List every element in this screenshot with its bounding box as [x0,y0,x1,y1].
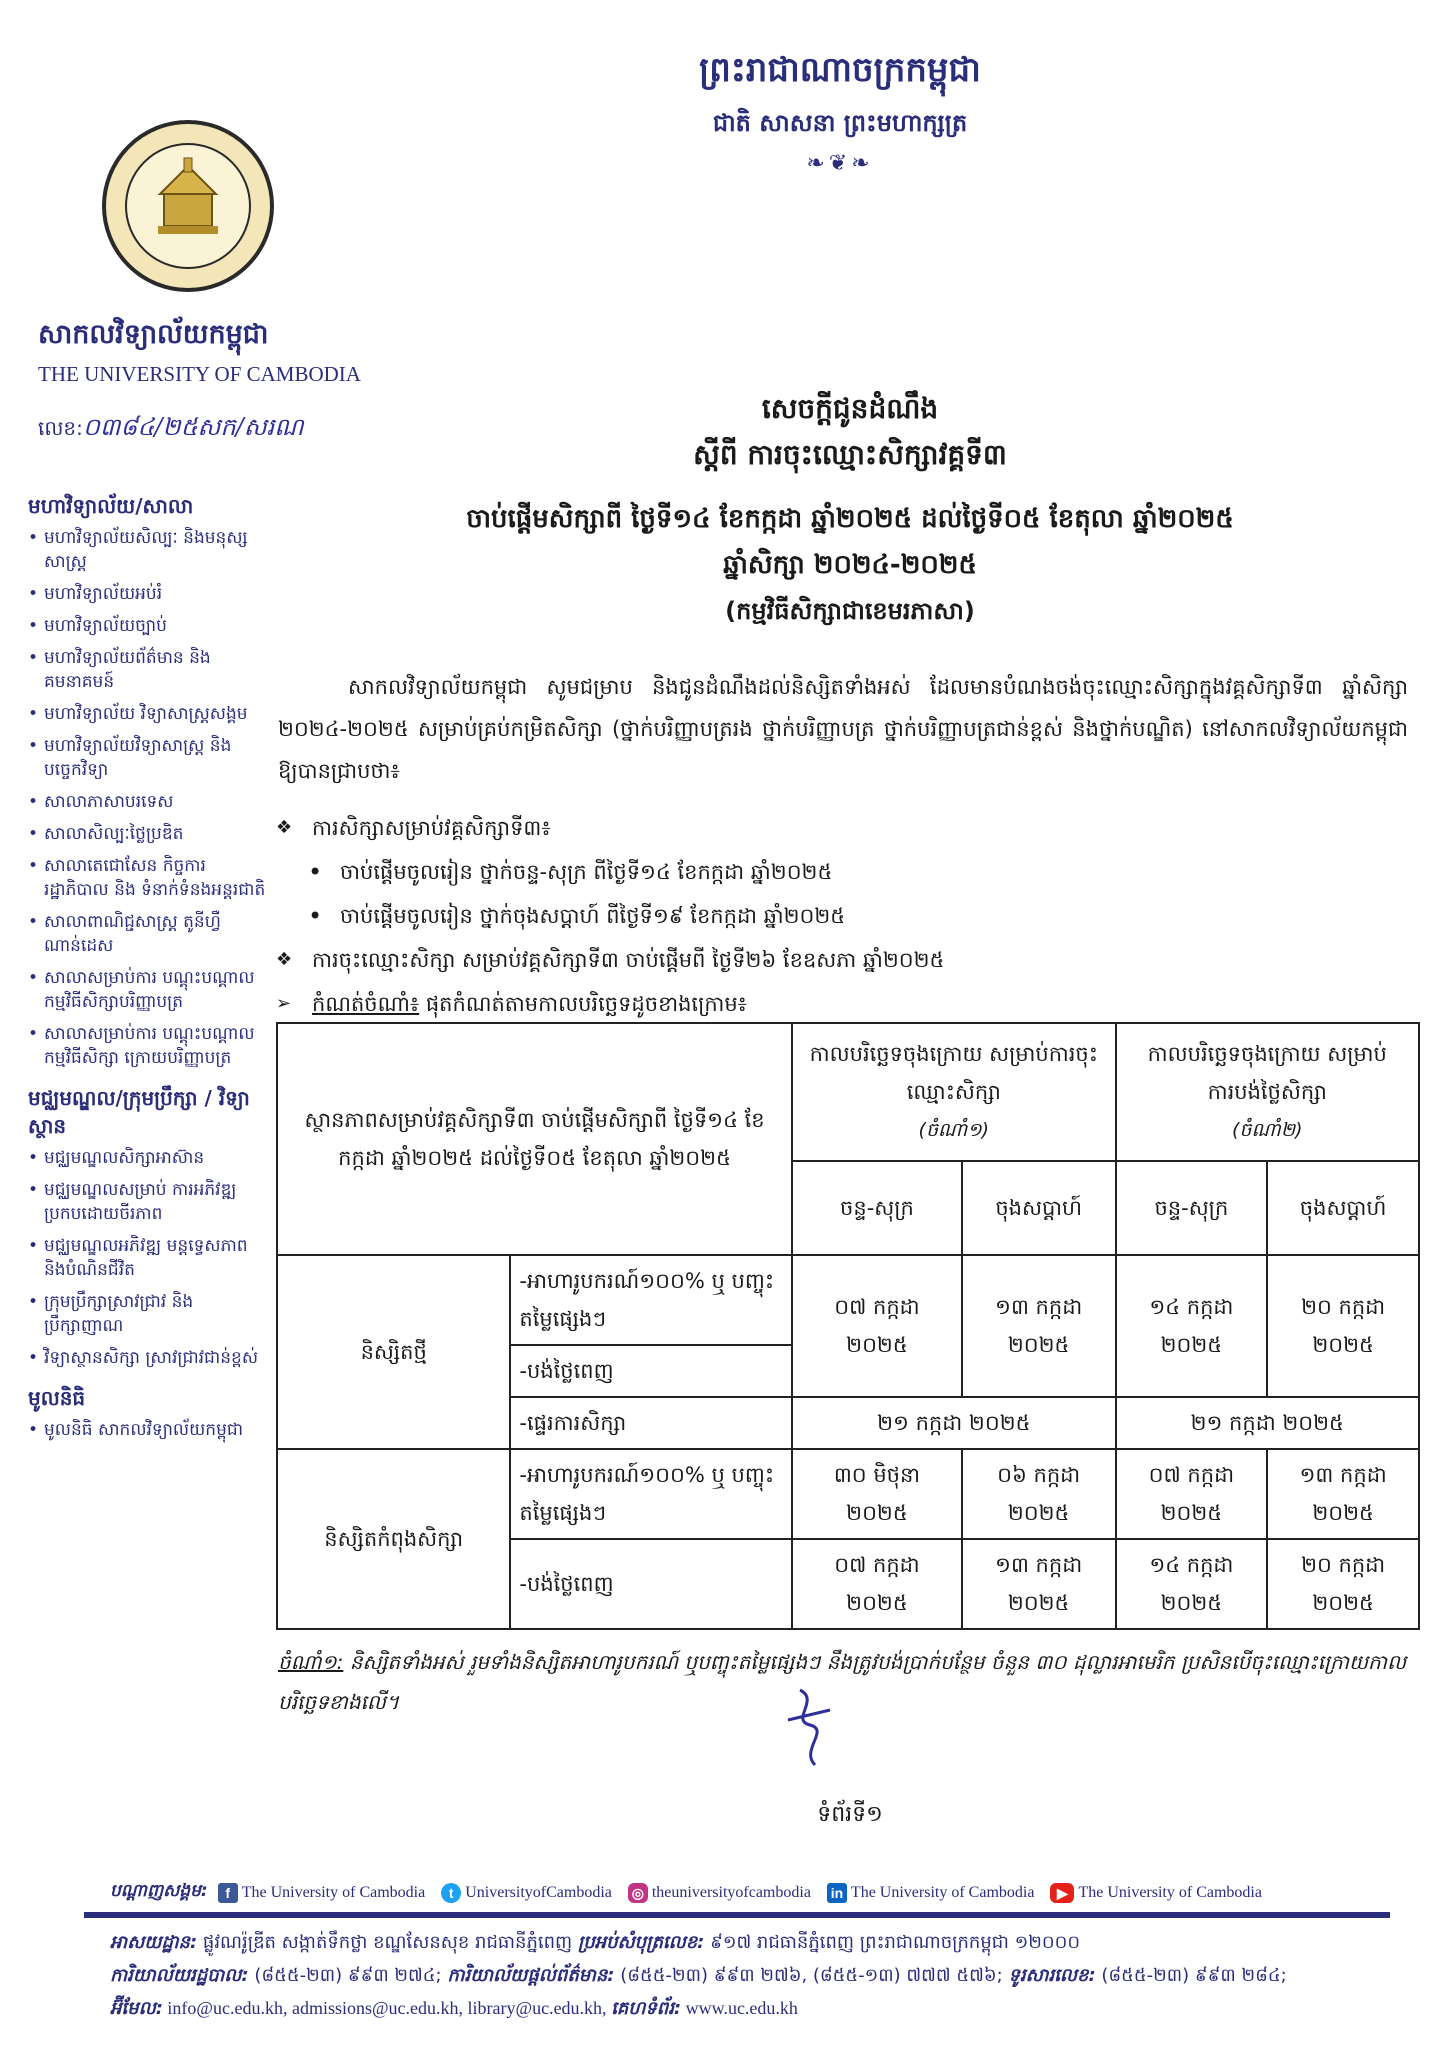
twitter-text: UniversityofCambodia [465,1883,612,1901]
sidebar-heading-centers: មជ្ឈមណ្ឌល/ក្រុមប្រឹក្សា / វិទ្យាស្ថាន [28,1086,250,1138]
sidebar-list-foundation [28,1418,266,1442]
university-name-english: THE UNIVERSITY OF CAMBODIA [38,362,361,386]
announcement-period: ចាប់ផ្តើមសិក្សាពី ថ្ងៃទី១៤ ខែកក្កដា ឆ្នាំ២០២៥ ដល់ថ្ងៃទី០៥ ខែតុលា ឆ្នាំ២០២៥ [466,504,1234,534]
sidebar-item: • មហាវិទ្យាល័យព័ត៌មាន និងគមនាគមន៍ [28,646,266,694]
address-text: ផ្លូវណរ៉ូឌ្រីត សង្កាត់ទឹកថ្លា ខណ្ឌសែនសុខ រាជធានីភ្នំពេញ [197,1932,578,1953]
reference-number [38,412,304,447]
social-label: បណ្តាញសង្គម: [110,1881,208,1901]
table-cell: ២១ កក្កដា ២០២៥ [1116,1397,1420,1449]
announcement-title: សេចក្តីជូនដំណឹង [761,392,939,425]
point-text: ការសិក្សាសម្រាប់វគ្គសិក្សាទី៣៖ [312,816,551,840]
sidebar-item: • សាលាសម្រាប់ការ បណ្តុះបណ្តាលកម្មវិធីសិក្សា ក្រោយបរិញ្ញាបត្រ [28,1022,266,1070]
info-label: ការិយាល័យផ្តល់ព័ត៌មាន: [447,1965,615,1986]
kingdom-motto: ជាតិ សាសនា ព្រះមហាក្សត្រ [712,108,968,137]
email-label: អ៊ីមែល: [110,1998,163,2019]
point-deadline [276,982,1416,1026]
sub-point-weekend [276,894,1416,938]
sub-point-text: ចាប់ផ្តើមចូលរៀន ថ្នាក់ចន្ទ-សុក្រ ពីថ្ងៃទី១៤ ខែកក្កដា ឆ្នាំ២០២៥ [340,860,833,884]
point-registration [276,938,1416,982]
header-text: កាលបរិច្ឆេទចុងក្រោយ សម្រាប់ការបង់ថ្លៃសិក្សា [1147,1042,1387,1104]
youtube-link[interactable] [1050,1883,1262,1903]
sidebar-item: • មហាវិទ្យាល័យអប់រំ [28,582,266,606]
kingdom-header [560,48,1120,176]
youtube-text: The University of Cambodia [1078,1883,1262,1901]
admin-label: ការិយាល័យរដ្ឋបាល: [110,1965,249,1986]
row-label-scholarship: -អាហារូបករណ៍១០០% ឬ បញ្ចុះតម្លៃផ្សេងៗ [510,1449,792,1539]
phone-line [110,1959,1410,1992]
intro-paragraph: សាកលវិទ្យាល័យកម្ពុជា សូមជម្រាប និងជូនដំណឹងដល់និស្សិតទាំងអស់ ដែលមានបំណងចង់ចុះឈ្មោះសិក្សាក្នុងវគ្គសិក្សាទី៣ ឆ្នាំសិក្សា ២០២៤-២០២៥ សម្រាប់គ្រប់កម្រិតសិក្សា (ថ្នាក់បរិញ្ញាបត្ររង ថ្នាក់បរិញ្ញាបត្រ ថ្នាក់បរិញ្ញាបត្រជាន់ខ្ពស់ និងថ្នាក់បណ្ឌិត) នៅសាកលវិទ្យាល័យកម្ពុជា ឱ្យបានជ្រាបថា៖ [278,675,1408,783]
sidebar-item: • សាលាពាណិជ្ជសាស្ត្រ តូនីហ្វឺណាន់ដេស [28,910,266,958]
table-cell: ១៤ កក្កដា ២០២៥ [1116,1255,1268,1397]
page-number: ទំព័រទី១ [817,1802,883,1827]
table-cell: ២១ កក្កដា ២០២៥ [792,1397,1115,1449]
header-note: (ចំណាំ១) [918,1119,990,1141]
instagram-link[interactable] [628,1883,811,1903]
sidebar-item: • មជ្ឈមណ្ឌលសិក្សាអាស៊ាន [28,1146,266,1170]
instagram-text: theuniversityofcambodia [651,1883,811,1901]
table-cell: ២០ កក្កដា ២០២៥ [1267,1255,1419,1397]
col-weekday: ចន្ទ-សុក្រ [1116,1161,1268,1255]
deadline-table [276,1022,1420,1630]
row-group-new-students: និស្សិតថ្មី [277,1255,510,1449]
linkedin-link[interactable] [827,1883,1035,1903]
facebook-icon: f [218,1883,238,1903]
col-weekend: ចុងសប្តាហ៍ [1267,1161,1419,1255]
table-cell: ០៧ កក្កដា ២០២៥ [792,1255,962,1397]
diamond-bullet-icon: ❖ [276,949,293,970]
pobox-text: ៩១៧ រាជធានីភ្នំពេញ ព្រះរាជាណាចក្រកម្ពុជា ១២០០០ [704,1932,1081,1953]
address-line [110,1926,1410,1959]
website-link[interactable]: www.uc.edu.kh [681,1998,798,2018]
footer-divider [84,1912,1390,1918]
facebook-text: The University of Cambodia [241,1883,426,1901]
kingdom-title: ព្រះរាជាណាចក្រកម្ពុជា [699,50,981,90]
ornament-divider: ❧❦❧ [806,151,874,176]
bullet-icon: • [308,902,323,930]
sidebar-item: • មហាវិទ្យាល័យសិល្បៈ និងមនុស្សសាស្ត្រ [28,526,266,574]
sidebar [28,478,266,1450]
email-addresses[interactable]: info@uc.edu.kh, admissions@uc.edu.kh, library@uc.edu.kh, [162,1998,612,2018]
facebook-link[interactable] [218,1883,426,1903]
sidebar-item: • មជ្ឈមណ្ឌលអភិវឌ្ឍ មន្តទ្វេសភាព និងបំណិនជីវិត [28,1234,266,1282]
sidebar-heading-foundation: មូលនិធិ [28,1386,86,1410]
sidebar-item: • សាលាភាសាបរទេស [28,790,266,814]
table-cell: ០៧ កក្កដា ២០២៥ [1116,1449,1268,1539]
fax-label: ទូរសារលេខ: [1008,1965,1096,1986]
row-label-full-pay: -បង់ថ្លៃពេញ [510,1539,792,1629]
linkedin-icon: in [827,1883,847,1903]
table-header-status: ស្ថានភាពសម្រាប់វគ្គសិក្សាទី៣ ចាប់ផ្តើមសិក្សាពី ថ្ងៃទី១៤ ខែកក្កដា ឆ្នាំ២០២៥ ដល់ថ្ងៃទី០៥ ខែតុលា ឆ្នាំ២០២៥ [277,1023,792,1255]
table-cell: ៣០ មិថុនា ២០២៥ [792,1449,962,1539]
sidebar-item: • សាលាតេជោសែន កិច្ចការរដ្ឋាភិបាល និង ទំនាក់ទំនងអន្តរជាតិ [28,854,266,902]
pobox-label: ប្រអប់សំបុត្រលេខ: [577,1932,705,1953]
row-label-transfer: -ផ្ទេរការសិក្សា [510,1397,792,1449]
sidebar-item: • មជ្ឈមណ្ឌលសម្រាប់ ការអភិវឌ្ឍ ប្រកបដោយចីរភាព [28,1178,266,1226]
instagram-icon: ◎ [628,1883,648,1903]
twitter-icon: t [441,1883,461,1903]
header-note: (ចំណាំ២) [1232,1119,1303,1141]
footnote [278,1642,1408,1722]
row-label-scholarship: -អាហារូបករណ៍១០០% ឬ បញ្ចុះតម្លៃផ្សេងៗ [510,1255,792,1345]
info-phone: (៨៥៥-២៣) ៩៩៣ ២៧៦, (៨៥៥-១៣) ៧៧៧ ៥៧៦; [614,1965,1009,1986]
sidebar-item: • មហាវិទ្យាល័យច្បាប់ [28,614,266,638]
social-links [110,1880,1410,1905]
table-cell: ១៣ កក្កដា ២០២៥ [962,1539,1116,1629]
deadline-label: កំណត់ចំណាំ៖ [312,992,420,1016]
sidebar-list-centers [28,1146,266,1370]
table-cell: ១៣ កក្កដា ២០២៥ [1267,1449,1419,1539]
arrow-bullet-icon: ➢ [276,993,292,1014]
sidebar-heading-faculties: មហាវិទ្យាល័យ/សាលា [28,494,194,518]
row-group-current-students: និស្សិតកំពុងសិក្សា [277,1449,510,1629]
signature [780,1680,840,1770]
sidebar-list-faculties [28,526,266,1070]
sidebar-item: • វិទ្យាស្ថានសិក្សា ស្រាវជ្រាវជាន់ខ្ពស់ [28,1346,266,1370]
sidebar-item: • សាលាសម្រាប់ការ បណ្តុះបណ្តាល កម្មវិធីសិក្សាបរិញ្ញាបត្រ [28,966,266,1014]
website-label: គេហទំព័រ: [611,1998,682,2019]
footnote-label: ចំណាំ១: [278,1650,344,1674]
point-study-schedule [276,806,1416,850]
table-cell: ១៤ កក្កដា ២០២៥ [1116,1539,1268,1629]
point-text: ការចុះឈ្មោះសិក្សា សម្រាប់វគ្គសិក្សាទី៣ ចាប់ផ្តើមពី ថ្ងៃទី២៦ ខែឧសភា ឆ្នាំ២០២៥ [312,948,945,972]
youtube-icon: ▶ [1050,1883,1074,1903]
linkedin-text: The University of Cambodia [850,1883,1035,1901]
footnote-text: និស្សិតទាំងអស់ រួមទាំងនិស្សិតអាហារូបករណ៍ ឬបញ្ចុះតម្លៃផ្សេងៗ នឹងត្រូវបង់ប្រាក់បន្ថែម ចំនួន ៣០ ដុល្លារអាមេរិក ប្រសិនបើចុះឈ្មោះក្រោយកាលបរិច្ឆេទខាងលើ។ [278,1650,1407,1714]
footer-contact [110,1926,1410,2025]
sidebar-item: • មហាវិទ្យាល័យវិទ្យាសាស្ត្រ និងបច្ចេកវិទ្យា [28,734,266,782]
row-label-full-pay: -បង់ថ្លៃពេញ [510,1345,792,1397]
col-weekday: ចន្ទ-សុក្រ [792,1161,962,1255]
sidebar-item: • ក្រុមប្រឹក្សាស្រាវជ្រាវ និងប្រឹក្សាញាណ [28,1290,266,1338]
deadline-text: ផុតកំណត់តាមកាលបរិច្ឆេទដូចខាងក្រោម៖ [419,992,747,1016]
email-line [110,1992,1410,2025]
table-cell: ២០ កក្កដា ២០២៥ [1267,1539,1419,1629]
table-header-payment [1116,1023,1420,1161]
table-cell: ០៦ កក្កដា ២០២៥ [962,1449,1116,1539]
sub-point-text: ចាប់ផ្តើមចូលរៀន ថ្នាក់ចុងសប្តាហ៍ ពីថ្ងៃទី១៩ ខែកក្កដា ឆ្នាំ២០២៥ [340,904,846,928]
admin-phone: (៨៥៥-២៣) ៩៩៣ ២៧៤; [248,1965,448,1986]
bullet-icon: • [308,858,323,886]
table-cell: ១៣ កក្កដា ២០២៥ [962,1255,1116,1397]
key-points [276,806,1416,1026]
academic-year: ឆ្នាំសិក្សា ២០២៤-២០២៥ [723,550,977,580]
university-seal-logo [100,118,276,294]
fax-number: (៨៥៥-២៣) ៩៩៣ ២៨៤; [1095,1965,1287,1986]
address-label: អាសយដ្ឋាន: [110,1932,198,1953]
sidebar-item: • មហាវិទ្យាល័យ វិទ្យាសាស្ត្រសង្គម [28,702,266,726]
col-weekend: ចុងសប្តាហ៍ [962,1161,1116,1255]
reference-value: ០៣៨៤/២៥សក/សរណ [82,413,304,441]
table-header-registration [792,1023,1115,1161]
twitter-link[interactable] [441,1883,612,1903]
diamond-bullet-icon: ❖ [276,817,293,838]
sidebar-item: • សាលាសិល្បៈថ្លៃប្រឌិត [28,822,266,846]
announcement-titles [300,386,1400,634]
table-cell: ០៧ កក្កដា ២០២៥ [792,1539,962,1629]
university-name-khmer: សាកលវិទ្យាល័យកម្ពុជា [38,319,269,350]
announcement-subject: ស្តីពី ការចុះឈ្មោះសិក្សាវគ្គទី៣ [693,438,1007,471]
sidebar-item: • មូលនិធិ សាកលវិទ្យាល័យកម្ពុជា [28,1418,266,1442]
reference-label: លេខ: [38,416,83,440]
header-text: កាលបរិច្ឆេទចុងក្រោយ សម្រាប់ការចុះឈ្មោះសិក្សា [809,1042,1098,1104]
program-language: (កម្មវិធីសិក្សាជាខេមរភាសា) [725,597,975,625]
sub-point-weekday [276,850,1416,894]
